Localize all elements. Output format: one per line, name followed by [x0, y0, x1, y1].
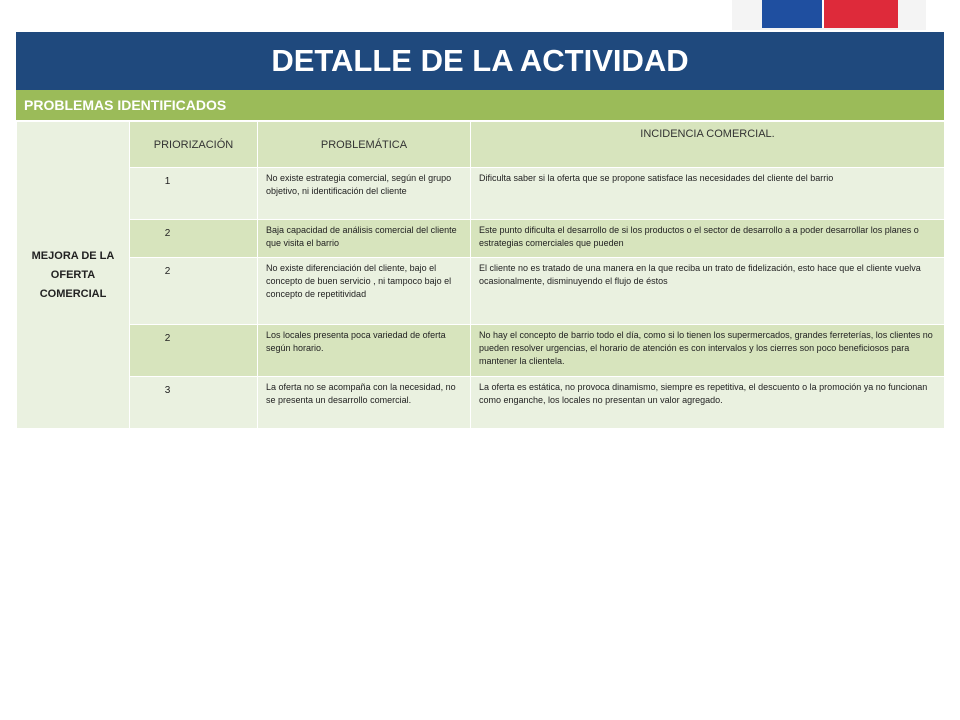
page-title: DETALLE DE LA ACTIVIDAD [16, 32, 944, 90]
incidence-cell: No hay el concepto de barrio todo el día, como si lo tienen los supermercados, grandes ferreterías, los clientes no pueden resolver urgencias, el horario de atención es con intervalos y los cierres son poco beneficiosos para mantener la clientela. [471, 325, 945, 377]
incidence-cell: Dificulta saber si la oferta que se propone satisface las necesidades del cliente del barrio [471, 168, 945, 220]
problem-cell: Baja capacidad de análisis comercial del cliente que visita el barrio [258, 220, 471, 258]
flag-red-stripe [824, 0, 898, 28]
chile-flag-logo [762, 0, 898, 28]
table-row [17, 377, 945, 429]
table-row [17, 325, 945, 377]
table-row [17, 258, 945, 325]
area-cell: MEJORA DE LA OFERTA COMERCIAL [17, 122, 130, 429]
incidence-cell: La oferta es estática, no provoca dinamismo, siempre es repetitiva, el descuento o la promoción ya no funcionan como enganche, los locales no presentan un valor agregado. [471, 377, 945, 429]
table-row [17, 168, 945, 220]
problems-table [16, 121, 945, 429]
problem-cell: No existe diferenciación del cliente, bajo el concepto de buen servicio , ni tampoco bajo el concepto de repetitividad [258, 258, 471, 325]
problem-cell: La oferta no se acompaña con la necesidad, no se presenta un desarrollo comercial. [258, 377, 471, 429]
problem-cell: No existe estrategia comercial, según el grupo objetivo, ni identificación del cliente [258, 168, 471, 220]
problem-cell: Los locales presenta poca variedad de oferta según horario. [258, 325, 471, 377]
column-header-incidencia: INCIDENCIA COMERCIAL. [471, 122, 945, 168]
column-header-priorizacion: PRIORIZACIÓN [130, 122, 258, 168]
table-row [17, 220, 945, 258]
flag-blue-stripe [762, 0, 822, 28]
priority-cell: 1 [130, 168, 258, 220]
section-header: PROBLEMAS IDENTIFICADOS [16, 90, 944, 120]
priority-cell: 3 [130, 377, 258, 429]
priority-cell: 2 [130, 220, 258, 258]
priority-cell: 2 [130, 325, 258, 377]
incidence-cell: El cliente no es tratado de una manera en la que reciba un trato de fidelización, esto hace que el cliente vuelva ocasionalmente, disminuyendo el flujo de éstos [471, 258, 945, 325]
incidence-cell: Este punto dificulta el desarrollo de si los productos o el sector de desarrollo a a poder desarrollar los planes o estrategias comerciales que pueden [471, 220, 945, 258]
priority-cell: 2 [130, 258, 258, 325]
column-header-problematica: PROBLEMÁTICA [258, 122, 471, 168]
